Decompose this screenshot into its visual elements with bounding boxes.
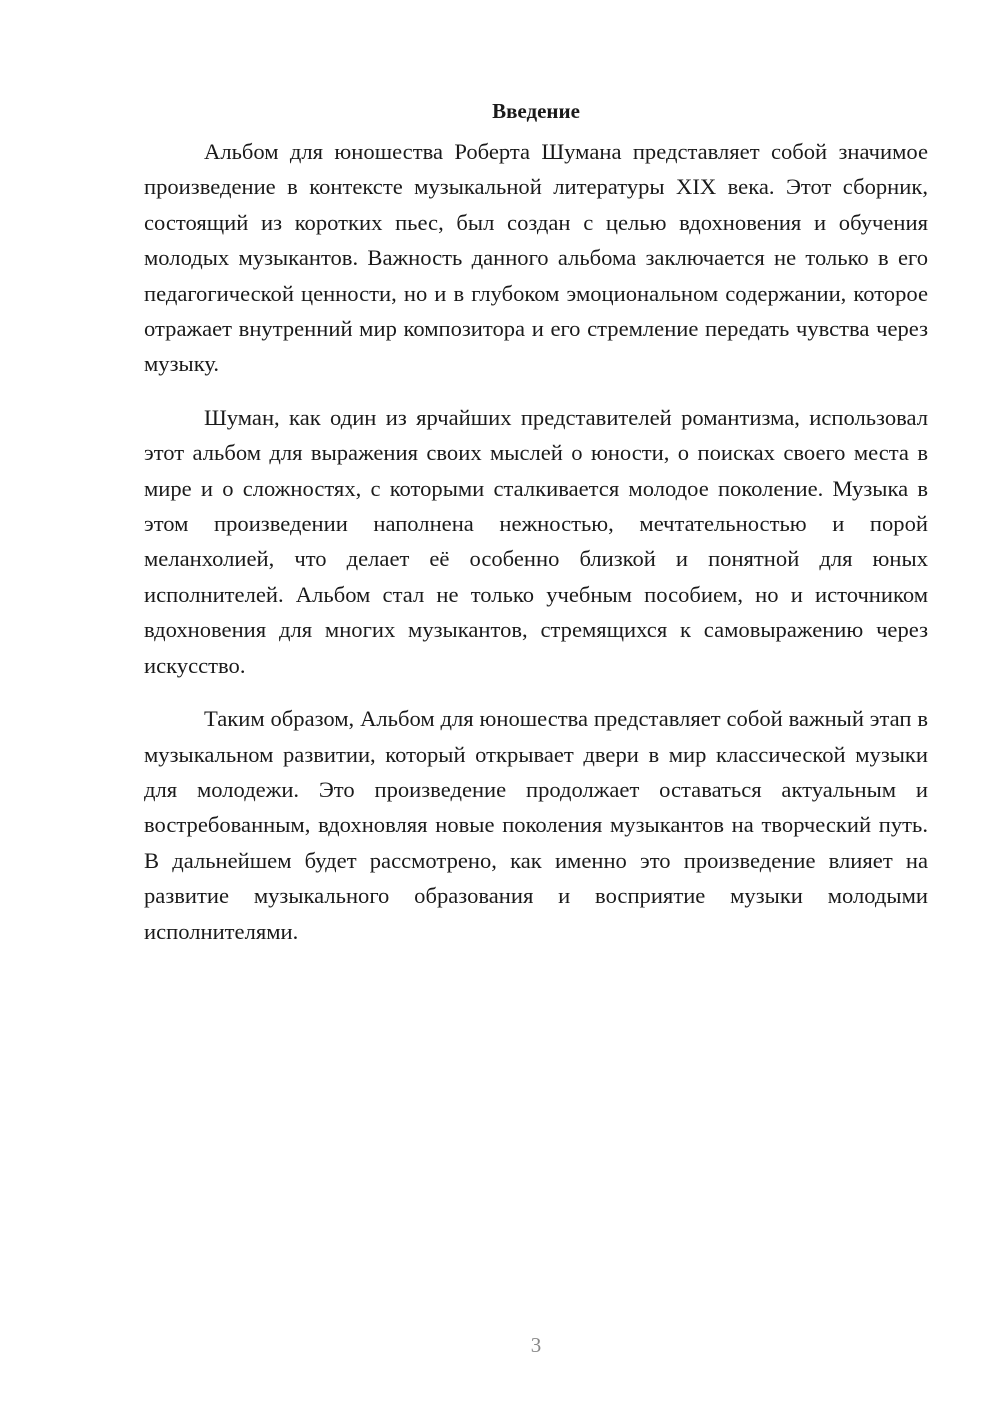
paragraph-1: Альбом для юношества Роберта Шумана представляет собой значимое произведение в контексте музыкальной литературы XIX века. Этот сборник, состоящий из коротких пьес, был создан с целью вдохновения и обучения молодых музыкантов. Важность данного альбома заключается не только в его педагогической ценности, но и в глубоком эмоциональном содержании, которое отражает внутренний мир композитора и его стремление передать чувства через музыку. xyxy=(144,139,928,377)
page-number: 3 xyxy=(530,1333,542,1357)
page-content xyxy=(144,96,928,967)
paragraph-3: Таким образом, Альбом для юношества представляет собой важный этап в музыкальном развитии, который открывает двери в мир классической музыки для молодежи. Это произведение продолжает оставаться актуальным и востребованным, вдохновляя новые поколения музыкантов на творческий путь. В дальнейшем будет рассмотрено, как именно это произведение влияет на развитие музыкального образования и восприятие музыки молодыми исполнителями. xyxy=(144,706,928,944)
paragraph-2: Шуман, как один из ярчайших представителей романтизма, использовал этот альбом для выражения своих мыслей о юности, о поисках своего места в мире и о сложностях, с которыми сталкивается молодое поколение. Музыка в этом произведении наполнена нежностью, мечтательностью и порой меланхолией, что делает её особенно близкой и понятной для юных исполнителей. Альбом стал не только учебным пособием, но и источником вдохновения для многих музыкантов, стремящихся к самовыражению через искусство. xyxy=(144,404,928,678)
section-heading: Введение xyxy=(492,99,580,123)
